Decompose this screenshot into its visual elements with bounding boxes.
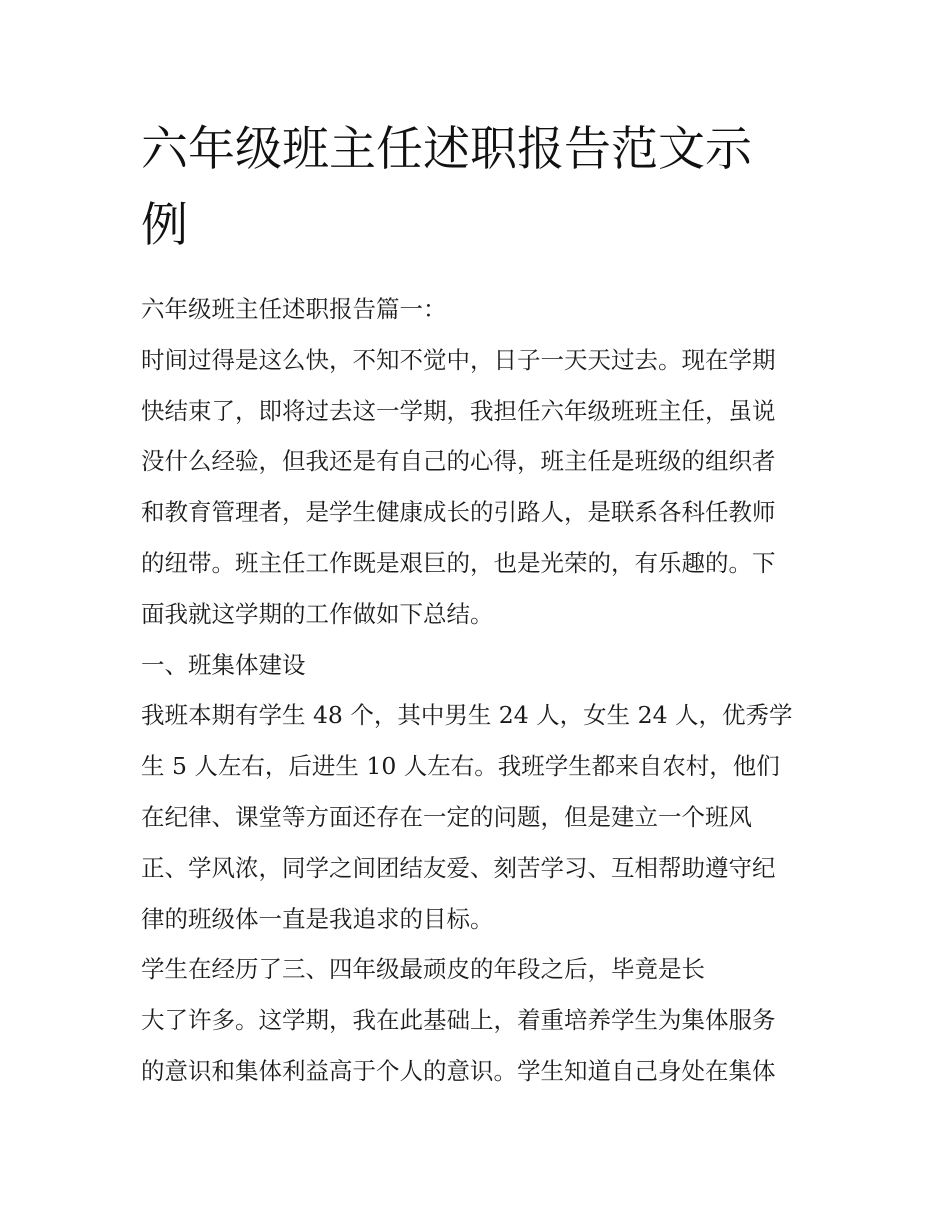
paragraph-line: 没什么经验，但我还是有自己的心得，班主任是班级的组织者 (141, 447, 776, 476)
paragraph-line: 面我就这学期的工作做如下总结。 (141, 599, 494, 628)
paragraph-line: 在纪律、课堂等方面还存在一定的问题，但是建立一个班风 (141, 802, 752, 831)
paragraph-line: 快结束了，即将过去这一学期，我担任六年级班班主任，虽说 (141, 396, 776, 425)
document-content (141, 112, 813, 1097)
document-title-line: 例 (141, 198, 188, 253)
paragraph-line: 正、学风浓，同学之间团结友爱、刻苦学习、互相帮助遵守纪 (141, 853, 776, 882)
paragraph-line: 时间过得是这么快，不知不觉中，日子一天天过去。现在学期 (141, 345, 776, 374)
paragraph-line: 律的班级体一直是我追求的目标。 (141, 904, 494, 933)
section-heading-class-building: 一、班集体建设 (141, 650, 306, 679)
document-body (141, 284, 813, 1097)
paragraph-line: 的纽带。班主任工作既是艰巨的，也是光荣的，有乐趣的。下 (141, 548, 776, 577)
paragraph-line: 的意识和集体利益高于个人的意识。学生知道自己身处在集体 (141, 1056, 776, 1085)
paragraph-line: 我班本期有学生 48 个，其中男生 24 人，女生 24 人，优秀学 (141, 701, 793, 730)
document-title-line: 六年级班主任述职报告范文示 (141, 122, 752, 177)
paragraph-line: 和教育管理者，是学生健康成长的引路人，是联系各科任教师 (141, 498, 776, 527)
paragraph-line: 大了许多。这学期，我在此基础上，着重培养学生为集体服务 (141, 1006, 776, 1035)
document-title (141, 112, 813, 264)
paragraph-line: 学生在经历了三、四年级最顽皮的年段之后，毕竟是长 (141, 955, 705, 984)
section-heading-part-one: 六年级班主任述职报告篇一： (141, 295, 447, 323)
paragraph-line: 生 5 人左右，后进生 10 人左右。我班学生都来自农村，他们 (141, 752, 780, 781)
